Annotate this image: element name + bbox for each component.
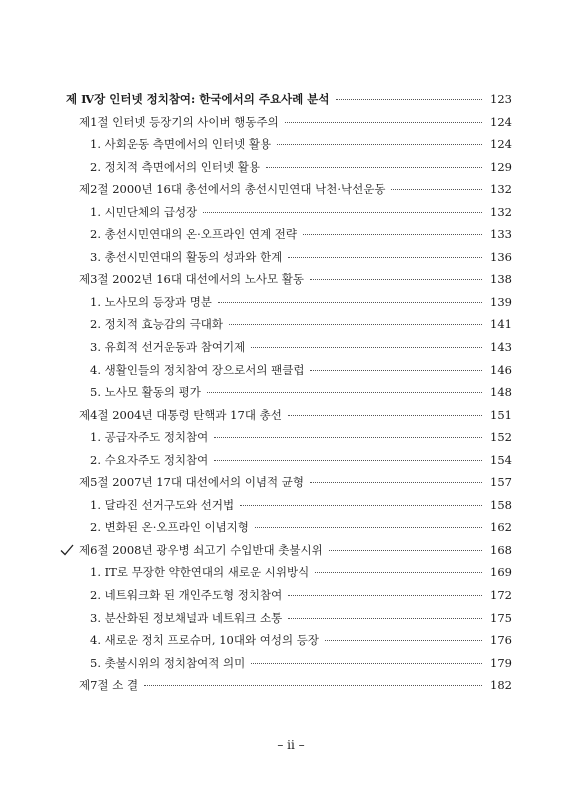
toc-row-section-3[interactable] [66, 271, 512, 294]
toc-page-number: 152 [490, 430, 512, 445]
dot-leader [251, 347, 482, 348]
toc-row-subsection[interactable] [66, 610, 512, 633]
toc-page-number: 172 [490, 588, 512, 603]
dot-leader [229, 324, 482, 325]
toc-row-subsection[interactable] [66, 136, 512, 159]
toc-row-section-4[interactable] [66, 407, 512, 430]
toc-title: 2. 총선시민연대의 온·오프라인 연계 전략 [90, 227, 297, 242]
toc-title: 제6절 2008년 광우병 쇠고기 수입반대 촛불시위 [79, 542, 323, 557]
table-of-contents [66, 91, 512, 700]
toc-title: 제7절 소 결 [79, 678, 139, 693]
toc-row-subsection[interactable] [66, 655, 512, 678]
check-mark-icon [60, 544, 74, 556]
toc-title: 1. 사회운동 측면에서의 인터넷 활용 [90, 137, 272, 152]
toc-page-number: 182 [490, 678, 512, 693]
toc-title: 2. 변화된 온·오프라인 이념지형 [90, 520, 249, 535]
toc-row-subsection[interactable] [66, 384, 512, 407]
toc-title: 1. 노사모의 등장과 명분 [90, 294, 212, 309]
dot-leader [288, 257, 482, 258]
toc-title: 제3절 2002년 16대 대선에서의 노사모 활동 [79, 272, 305, 287]
toc-row-subsection[interactable] [66, 226, 512, 249]
dot-leader [310, 482, 482, 483]
toc-page-number: 124 [490, 114, 512, 129]
toc-title: 1. 공급자주도 정치참여 [90, 430, 209, 445]
toc-row-section-6[interactable] [66, 542, 512, 565]
toc-row-subsection[interactable] [66, 316, 512, 339]
toc-title: 2. 정치적 측면에서의 인터넷 활용 [90, 159, 261, 174]
dot-leader [325, 640, 482, 641]
toc-page-number: 176 [490, 633, 512, 648]
toc-title: 1. IT로 무장한 약한연대의 새로운 시위방식 [90, 565, 310, 580]
toc-row-subsection[interactable] [66, 429, 512, 452]
toc-row-subsection[interactable] [66, 204, 512, 227]
toc-title: 제4절 2004년 대통령 탄핵과 17대 총선 [79, 407, 282, 422]
toc-row-subsection[interactable] [66, 294, 512, 317]
toc-page-number: 136 [490, 249, 512, 264]
toc-row-section-2[interactable] [66, 181, 512, 204]
toc-title: 2. 수요자주도 정치참여 [90, 452, 209, 467]
toc-title: 제1절 인터넷 등장기의 사이버 행동주의 [79, 114, 279, 129]
toc-page-number: 154 [490, 452, 512, 467]
toc-title: 5. 촛불시위의 정치참여적 의미 [90, 655, 246, 670]
toc-title: 2. 정치적 효능감의 극대화 [90, 317, 224, 332]
toc-title: 4. 생활인들의 정치참여 장으로서의 팬클럽 [90, 362, 305, 377]
dot-leader [218, 302, 482, 303]
toc-page-number: 129 [490, 159, 512, 174]
dot-leader [144, 685, 482, 686]
dot-leader [214, 437, 482, 438]
dot-leader [303, 234, 482, 235]
toc-row-section-7[interactable] [66, 677, 512, 700]
toc-page-number: 179 [490, 655, 512, 670]
dot-leader [214, 460, 482, 461]
toc-title: 제 Ⅳ장 인터넷 정치참여: 한국에서의 주요사례 분석 [66, 92, 330, 106]
dot-leader [288, 415, 482, 416]
dot-leader [329, 550, 482, 551]
toc-page-number: 175 [490, 610, 512, 625]
toc-title: 4. 새로운 정치 프로슈머, 10대와 여성의 등장 [90, 633, 319, 648]
toc-page-number: 132 [490, 204, 512, 219]
toc-row-subsection[interactable] [66, 452, 512, 475]
dot-leader [266, 167, 482, 168]
toc-title: 2. 네트워크화 된 개인주도형 정치참여 [90, 588, 283, 603]
dot-leader [251, 663, 482, 664]
toc-page-number: 139 [490, 294, 512, 309]
toc-title: 제5절 2007년 17대 대선에서의 이념적 균형 [79, 475, 305, 490]
dot-leader [315, 572, 482, 573]
toc-page-number: 133 [490, 227, 512, 242]
dot-leader [203, 212, 482, 213]
toc-page-number: 132 [490, 182, 512, 197]
toc-row-subsection[interactable] [66, 587, 512, 610]
toc-row-section-1[interactable] [66, 114, 512, 137]
dot-leader [288, 595, 482, 596]
dot-leader [391, 189, 482, 190]
dot-leader [207, 392, 482, 393]
toc-title: 제2절 2000년 16대 총선에서의 총선시민연대 낙천·낙선운동 [79, 182, 386, 197]
toc-page-number: 123 [490, 92, 512, 106]
toc-title: 3. 유희적 선거운동과 참여기제 [90, 340, 246, 355]
toc-title: 1. 시민단체의 급성장 [90, 204, 198, 219]
dot-leader [310, 370, 482, 371]
toc-title: 3. 총선시민연대의 활동의 성과와 한계 [90, 249, 283, 264]
toc-title: 1. 달라진 선거구도와 선거법 [90, 497, 235, 512]
page-footer-number: – ii – [277, 738, 305, 752]
toc-page-number: 124 [490, 137, 512, 152]
dot-leader [285, 122, 482, 123]
toc-row-subsection[interactable] [66, 632, 512, 655]
toc-title: 5. 노사모 활동의 평가 [90, 385, 201, 400]
toc-page-number: 169 [490, 565, 512, 580]
toc-title: 3. 분산화된 정보채널과 네트워크 소통 [90, 610, 283, 625]
toc-page-number: 157 [490, 475, 512, 490]
toc-row-subsection[interactable] [66, 159, 512, 182]
toc-row-subsection[interactable] [66, 339, 512, 362]
toc-row-subsection[interactable] [66, 249, 512, 272]
toc-row-subsection[interactable] [66, 519, 512, 542]
toc-page-number: 162 [490, 520, 512, 535]
toc-page-number: 143 [490, 340, 512, 355]
dot-leader [277, 144, 482, 145]
dot-leader [310, 279, 482, 280]
toc-row-subsection[interactable] [66, 564, 512, 587]
toc-row-subsection[interactable] [66, 362, 512, 385]
toc-row-section-5[interactable] [66, 474, 512, 497]
toc-page-number: 138 [490, 272, 512, 287]
dot-leader [240, 505, 482, 506]
toc-page-number: 141 [490, 317, 512, 332]
toc-page-number: 158 [490, 497, 512, 512]
toc-page-number: 151 [490, 407, 512, 422]
toc-page-number: 148 [490, 385, 512, 400]
dot-leader [255, 527, 482, 528]
toc-row-subsection[interactable] [66, 497, 512, 520]
dot-leader [336, 99, 483, 100]
toc-row-chapter-4[interactable] [66, 91, 512, 114]
toc-page-number: 168 [490, 542, 512, 557]
dot-leader [288, 618, 482, 619]
toc-page-number: 146 [490, 362, 512, 377]
